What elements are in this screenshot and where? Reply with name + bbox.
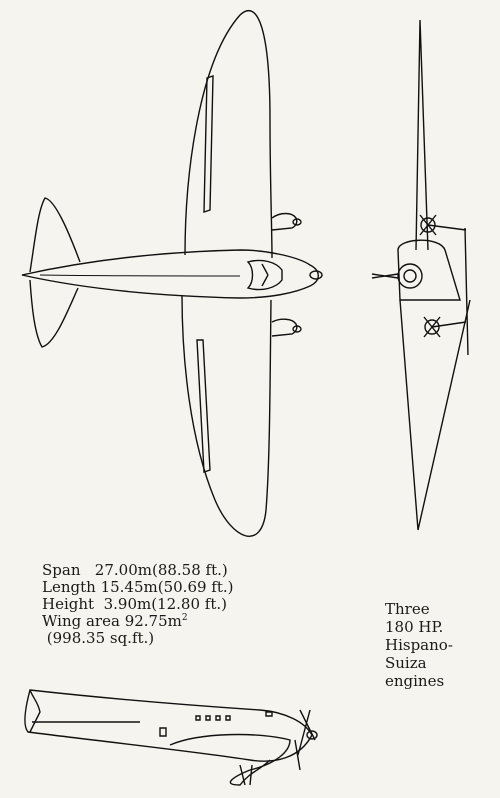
length-value: 15.45m(50.69 ft.) — [100, 578, 234, 596]
engine-note-line-2: 180 HP. — [385, 618, 444, 636]
top-view-cockpit — [248, 260, 282, 289]
top-view-nose-engine — [310, 271, 322, 279]
side-view — [25, 690, 317, 785]
engine-note-line-3: Hispano- — [385, 636, 453, 654]
top-view-fuselage-centerline — [40, 275, 240, 276]
front-view — [372, 20, 470, 530]
side-view-door — [160, 728, 166, 736]
spec-span — [42, 562, 234, 579]
spec-wing-area — [42, 613, 234, 630]
wing-area-value: 92.75m — [124, 612, 182, 630]
top-view-lower-wing — [182, 295, 271, 536]
top-view-lower-stabilizer — [30, 280, 78, 347]
top-view-fuselage — [22, 250, 318, 298]
engine-note-line-5: engines — [385, 672, 445, 690]
front-view-upper-wing — [416, 20, 428, 250]
spec-height — [42, 596, 234, 613]
wing-area-superscript: 2 — [181, 613, 188, 623]
engine-note-line-1: Three — [385, 600, 430, 618]
wing-area-label: Wing area — [42, 612, 120, 630]
engine-note-line-4: Suiza — [385, 654, 427, 672]
front-view-fuselage-ring — [398, 264, 422, 288]
span-label: Span — [42, 561, 81, 579]
length-label: Length — [42, 578, 96, 596]
top-view-upper-stabilizer — [30, 198, 80, 272]
side-view-tail-fin — [30, 690, 40, 732]
side-view-fuselage — [25, 690, 312, 761]
side-view-windows — [196, 712, 272, 720]
specifications-block — [42, 562, 234, 647]
engine-note — [385, 600, 453, 690]
wing-area-imperial-value: (998.35 sq.ft.) — [46, 629, 155, 647]
spec-wing-area-imperial — [42, 630, 234, 647]
top-view-upper-aileron — [204, 76, 213, 212]
top-view — [22, 11, 322, 537]
side-view-propeller — [295, 710, 315, 770]
span-value: 27.00m(88.58 ft.) — [94, 561, 228, 579]
top-view-upper-wing — [185, 11, 272, 258]
height-label: Height — [42, 595, 95, 613]
front-view-nose-propeller — [372, 274, 398, 278]
side-view-nacelle — [170, 735, 290, 785]
spec-length — [42, 579, 234, 596]
front-view-lower-engine — [424, 317, 466, 337]
front-view-lower-wing — [400, 300, 470, 530]
height-value: 3.90m(12.80 ft.) — [98, 595, 227, 613]
